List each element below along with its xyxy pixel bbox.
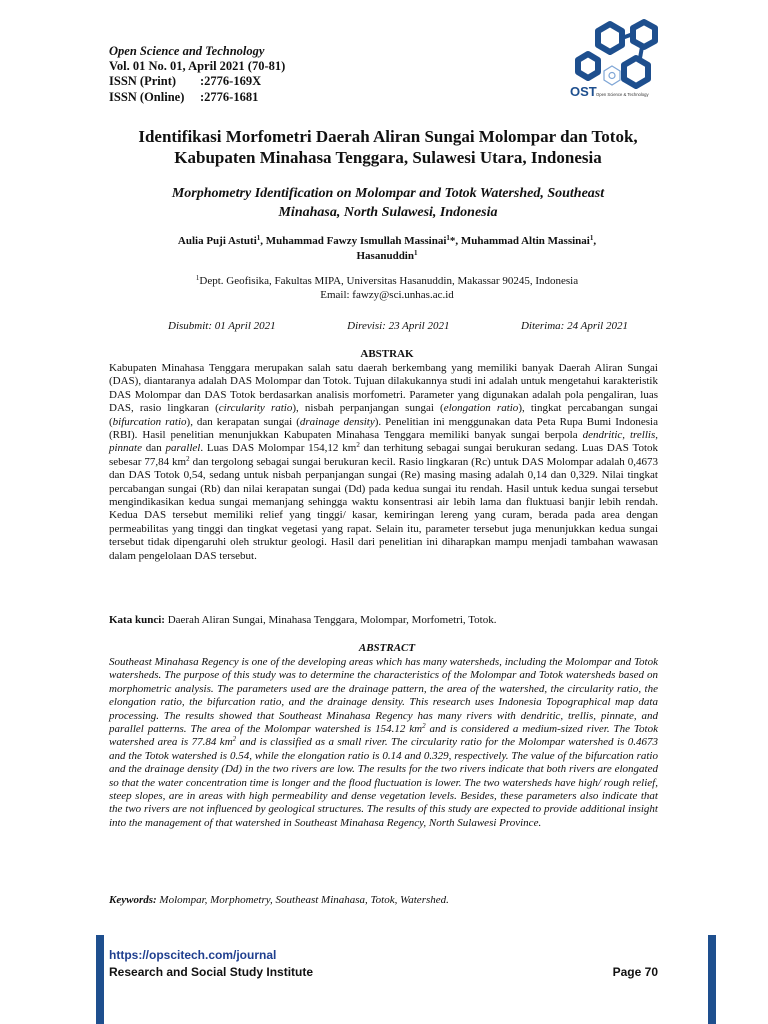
paper-title	[96, 127, 680, 168]
text-run: dan terhitung sebagai sungai berukuran sedang. Luas DAS Totok sebesar 77,84 km	[109, 442, 658, 468]
journal-name: Open Science and Technology	[109, 44, 265, 58]
subtitle-line-2: Minahasa, North Sulawesi, Indonesia	[278, 205, 498, 220]
keywords	[109, 894, 658, 906]
author-name: Hasanuddin	[356, 249, 414, 262]
email: Email: fawzy@sci.unhas.ac.id	[320, 288, 454, 301]
text-run: ,	[622, 429, 630, 442]
italic-term: pinnate	[109, 442, 142, 455]
issn-online-label: ISSN (Online)	[109, 89, 185, 104]
hexagon-logo-icon	[566, 14, 670, 110]
date-accepted: Diterima: 24 April 2021	[520, 320, 628, 332]
text-run: and is considered a medium-sized river. The Totok watershed area is 77.84 km	[109, 723, 658, 749]
submission-dates	[168, 320, 628, 332]
author-affil-mark: 1	[413, 248, 418, 257]
text-run: ). Penelitian ini menggunakan data Peta Rupa Bumi Indonesia (RBI). Hasil penelitian menunjukkan Kabupaten Minahasa Tenggara memiliki banyak sungai berpola	[109, 415, 658, 442]
date-revised: Direvisi: 23 April 2021	[347, 320, 450, 332]
text-run: ), dan kerapatan sungai (	[186, 415, 300, 428]
author-list	[104, 234, 670, 263]
author-separator: ,	[593, 235, 597, 247]
issn-online-value: :2776-1681	[200, 89, 259, 104]
journal-volume: Vol. 01 No. 01, April 2021 (70-81)	[109, 59, 286, 74]
text-run: Kabupaten Minahasa Tenggara merupakan salah satu daerah berkembang yang memiliki banyak Daerah Aliran Sungai (DAS), diantaranya adalah DAS Molompar dan Totok. Tujuan dilakukannya studi ini adalah untuk mengetahui karakteristik DAS Molompar dan DAS Totok berdasarkan analisis morfometri. Parameter yang digunakan adalah pola pengaliran, luas DAS, rasio lingkaran (	[109, 362, 658, 415]
abstract-body	[109, 656, 658, 830]
corresponding-mark: *,	[449, 235, 461, 247]
title-line-2: Kabupaten Minahasa Tenggara, Sulawesi Utara, Indonesia	[174, 147, 602, 167]
superscript: 2	[232, 735, 237, 744]
abstrak-body	[109, 362, 658, 563]
author-name: Aulia Puji Astuti	[177, 235, 257, 247]
text-run: ,	[655, 429, 659, 442]
logo-text: OST	[570, 84, 597, 99]
italic-term: bifurcation ratio	[112, 415, 187, 428]
journal-header	[109, 44, 285, 105]
date-submitted: Disubmit: 01 April 2021	[168, 320, 276, 332]
text-run: Southeast Minahasa Regency is one of the developing areas which has many watersheds, including the Molompar and Totok watersheds. The purpose of this study was to determine the characteristics of the Molompar and Totok watersheds based on morphometric analysis. The parameters used are the drainage pattern, the area of the watershed, the circularity ratio, the elongation ratio, the bifurcation ratio, and the drainage density. This research uses Indonesia Topographical map data processing. The results showed that Southeast Minahasa Regency has many rivers with dendritic, trellis, pinnate, and parallel patterns. The area of the Molompar watershed is 154.12 km	[109, 656, 658, 736]
logo-subtext: Open Science & Technology	[596, 92, 649, 97]
italic-term: drainage density	[299, 415, 375, 428]
superscript: 2	[356, 441, 360, 450]
subtitle-line-1: Morphometry Identification on Molompar and Totok Watershed, Southeast	[171, 186, 605, 201]
text-run: ), tingkat percabangan sungai (	[109, 402, 659, 428]
issn-print-value: :2776-169X	[200, 74, 262, 89]
author-affil-mark: 1	[589, 234, 594, 242]
italic-term: elongation ratio	[443, 402, 519, 415]
text-run: ), nisbah perpanjangan sungai (	[292, 402, 444, 415]
ost-logo	[566, 14, 670, 110]
issn-print	[109, 74, 285, 89]
affiliation	[104, 275, 670, 302]
superscript: 2	[186, 454, 190, 463]
author-affil-mark: 1	[446, 234, 450, 242]
kata-kunci-text: Daerah Aliran Sungai, Minahasa Tenggara, Molompar, Morfometri, Totok.	[164, 614, 497, 626]
text-run: . Luas DAS Molompar 154,12 km	[200, 442, 357, 455]
abstract-heading: ABSTRACT	[358, 642, 416, 654]
italic-term: parallel	[165, 442, 201, 455]
footer-right-bar	[708, 935, 716, 1024]
keywords-label: Keywords:	[109, 894, 157, 906]
author-name: , Muhammad Fawzy Ismullah Massinai	[260, 235, 447, 247]
issn-print-label: ISSN (Print)	[109, 74, 177, 89]
issn-online	[109, 90, 285, 105]
author-name: Muhammad Altin Massinai	[460, 235, 590, 247]
paper-subtitle	[100, 184, 676, 222]
kata-kunci-label: Kata kunci:	[109, 614, 165, 626]
abstrak-heading: ABSTRAK	[360, 348, 414, 360]
journal-link[interactable]: https://opscitech.com/journal	[109, 948, 277, 962]
text-run: dan tergolong sebagai sungai berukuran kecil. Rasio lingkaran (Rc) untuk DAS Molompar adalah 0,4673 dan DAS Totok 0,54, sedang untuk nisbah perpanjangan sungai (Re) masing masing adalah 0,14 dan 0,329. Nilai tingkat percabangan sungai (Rb) dan nilai kerapatan sungai (Dd) pada kedua sungai itu rendah. Hasil untuk kedua sungai tersebut mengindikasikan kedua sungai memanjang sehingga waktu konsentrasi air lebih lama dan fluktuasi banjir lebih rendah. Kedua DAS tersebut memiliki relief yang tinggi/ kasar, kemiringan lereng yang curam, berada pada area dengan permeabilitas yang tinggi dan tingkat vegetasi yang rapat. Selain itu, parameter tersebut juga menunjukkan kedua sungai tersebut tidak dipengaruhi oleh struktur geologi. Hasil dari penelitian ini diharapkan mampu menjadi tambahan wawasan dalam pengelolaan DAS tersebut.	[109, 455, 658, 562]
page-number: Page 70	[612, 965, 658, 979]
superscript: 2	[422, 722, 426, 731]
author-affil-mark: 1	[256, 234, 261, 242]
affiliation-text: Dept. Geofisika, Fakultas MIPA, Universitas Hasanuddin, Makassar 90245, Indonesia	[199, 275, 579, 287]
title-line-1: Identifikasi Morfometri Daerah Aliran Sungai Molompar dan Totok,	[138, 127, 638, 146]
text-run: dan	[142, 442, 166, 455]
italic-term: trellis	[630, 429, 656, 442]
keywords-text: Molompar, Morphometry, Southeast Minahasa, Totok, Watershed.	[156, 894, 449, 906]
italic-term: circularity ratio	[218, 402, 293, 415]
italic-term: dendritic	[582, 429, 623, 442]
publisher-name: Research and Social Study Institute	[109, 965, 314, 979]
text-run: and is classified as a small river. The circularity ratio for the Molompar watershed is 0.4673 and the Totok watershed is 0.54, while the elongation ratio is 0.14 and 0.329, respectively. The value of the bifurcation ratio and the drainage density (Dd) in the two rivers are low. The results for the two rivers indicate that both rivers are elongated so that the water concentration time is longer and the flood fluctuation is lower. The two watersheds have high/ rough relief, steep slopes, are in areas with high permeability and dense vegetation levels. Besides, these parameters also indicate that the two rivers are not influenced by geological structures. The results of this study are expected to provide additional insight into the management of that watershed in Southeast Minahasa Regency, North Sulawesi Province.	[109, 736, 658, 829]
kata-kunci	[109, 614, 658, 626]
footer-left-bar	[96, 935, 104, 1024]
affil-mark: 1	[195, 274, 200, 282]
